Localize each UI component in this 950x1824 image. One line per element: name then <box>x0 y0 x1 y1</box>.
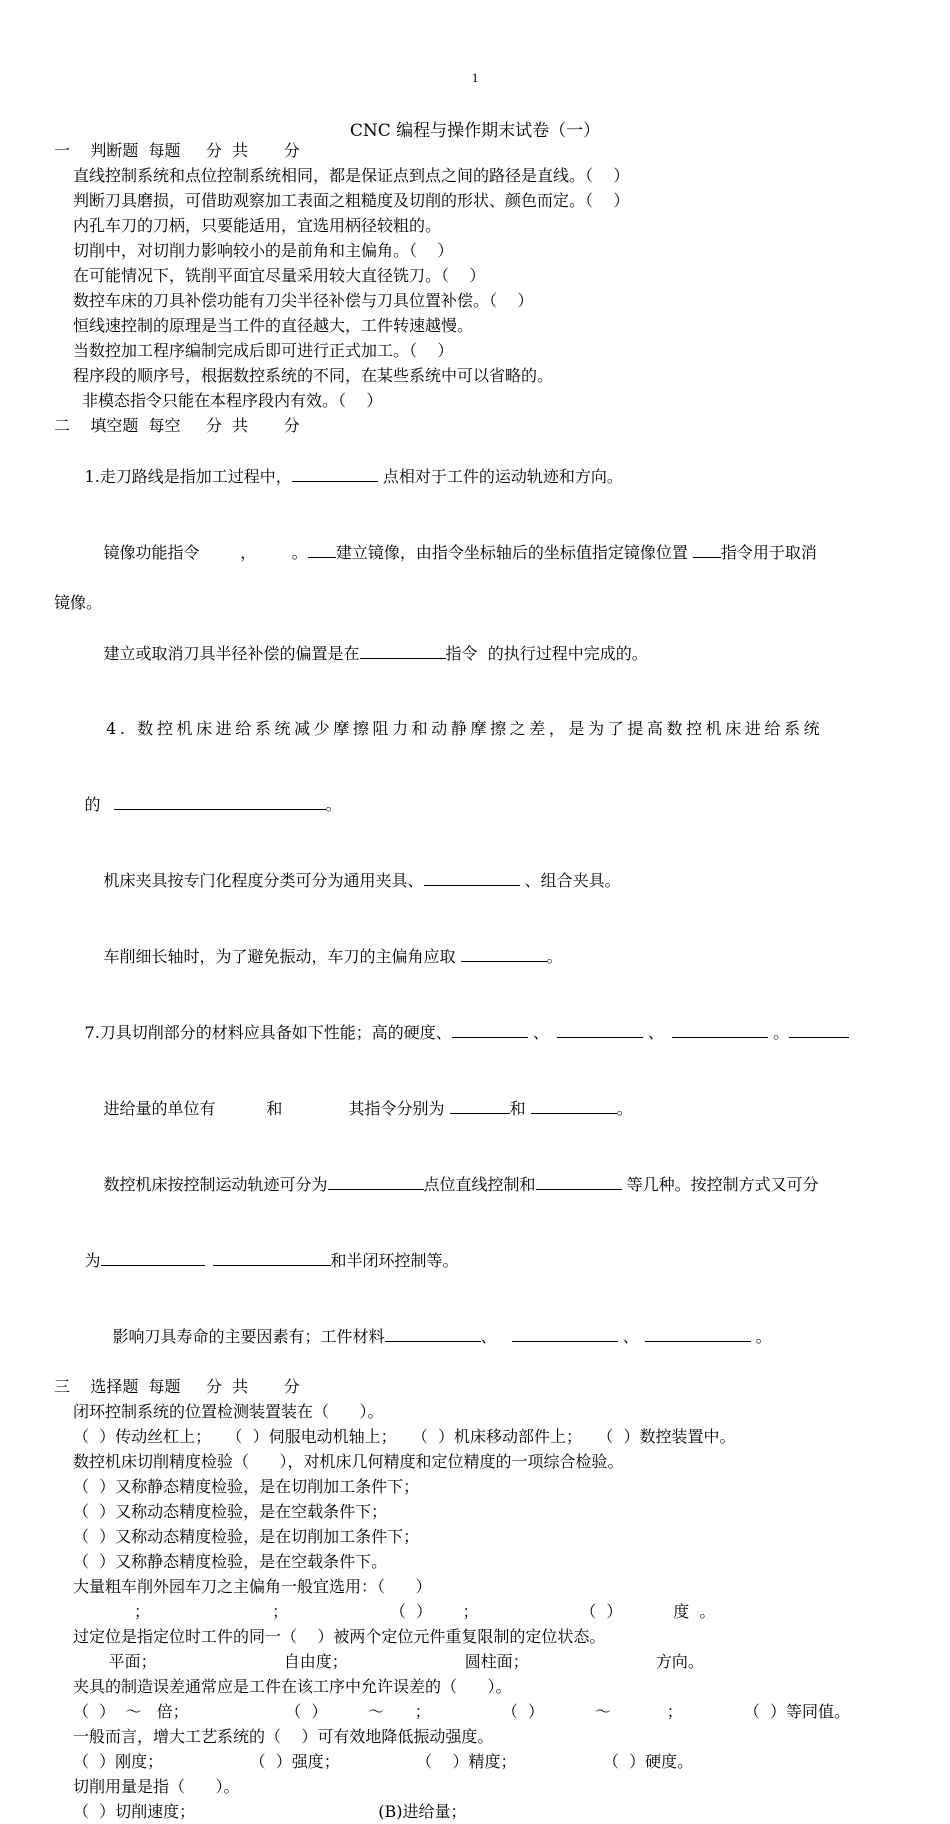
fill-question-2: 镜像功能指令 ， 。 建立镜像，由指令坐标轴后的坐标值指定镜像位置 指令用于取消 <box>54 514 900 590</box>
choice-options: 平面； 自由度； 圆柱面； 方向。 <box>73 1652 704 1671</box>
fill-question-8: 进给量的单位有 和 其指令分别为 和 。 <box>54 1070 900 1146</box>
answer-blank[interactable] <box>328 1171 424 1190</box>
answer-blank[interactable] <box>101 1247 205 1266</box>
page-number: 1 <box>471 70 479 85</box>
fill-question-6: 车削细长轴时，为了避免振动，车刀的主偏角应取 。 <box>54 918 900 994</box>
answer-blank[interactable] <box>452 1019 528 1038</box>
answer-blank[interactable] <box>450 1095 510 1114</box>
answer-blank[interactable] <box>360 640 446 659</box>
choice-question: 闭环控制系统的位置检测装置装在（ ）。 <box>73 1402 384 1421</box>
answer-blank[interactable] <box>114 791 326 810</box>
choice-option: （ ）又称静态精度检验，是在切削加工条件下； <box>73 1477 420 1496</box>
choice-option: （ ）又称静态精度检验，是在空载条件下。 <box>73 1552 388 1571</box>
fill-question-10: 影响刀具寿命的主要因素有；工件材料 、 、 。 <box>54 1298 900 1374</box>
choice-options: （ ） ～ 倍； （ ） ～ ； （ ） ～ ； （ ）等同值。 <box>73 1702 850 1721</box>
answer-blank[interactable] <box>308 539 336 558</box>
fill-question-4: 4. 数控机床进给系统减少摩擦阻力和动静摩擦之差，是为了提高数控机床进给系统 <box>106 719 824 738</box>
fill-question-4-cont: 的 。 <box>54 766 900 842</box>
question-item: 直线控制系统和点位控制系统相同，都是保证点到点之间的路径是直线。（ ） <box>73 166 630 185</box>
fill-question-7: 7.刀具切削部分的材料应具备如下性能；高的硬度、 、 、 。 <box>54 994 900 1070</box>
fill-question-9-cont: 为 和半闭环控制等。 <box>54 1222 900 1298</box>
fill-question-1: 1.走刀路线是指加工过程中， 点相对于工件的运动轨迹和方向。 <box>54 438 900 514</box>
choice-options: （ ）传动丝杠上； （ ）伺服电动机轴上； （ ）机床移动部件上； （ ）数控装置中。 <box>73 1427 736 1446</box>
answer-blank[interactable] <box>693 539 721 558</box>
question-item: 数控车床的刀具补偿功能有刀尖半径补偿与刀具位置补偿。（ ） <box>73 291 534 310</box>
choice-option: （ ）又称动态精度检验，是在切削加工条件下； <box>73 1527 420 1546</box>
question-item: 恒线速控制的原理是当工件的直径越大，工件转速越慢。 <box>73 316 474 335</box>
choice-question: 一般而言，增大工艺系统的（ ）可有效地降低振动强度。 <box>73 1727 494 1746</box>
section-heading-true-false: 一 判断题 每题 分 共 分 <box>54 141 300 160</box>
answer-blank[interactable] <box>536 1171 622 1190</box>
fill-question-9: 数控机床按控制运动轨迹可分为 点位直线控制和 等几种。按控制方式又可分 <box>54 1146 900 1222</box>
question-item: 判断刀具磨损，可借助观察加工表面之粗糙度及切削的形状、颜色而定。（ ） <box>73 191 630 210</box>
section-heading-fill-blank: 二 填空题 每空 分 共 分 <box>54 416 300 435</box>
question-item: 内孔车刀的刀柄，只要能适用，宜选用柄径较粗的。 <box>73 216 442 235</box>
answer-blank[interactable] <box>531 1095 617 1114</box>
question-item: 切削中，对切削力影响较小的是前角和主偏角。（ ） <box>73 241 454 260</box>
choice-options: （ ）刚度； （ ）强度； （ ）精度； （ ）硬度。 <box>73 1752 694 1771</box>
answer-blank[interactable] <box>512 1323 618 1342</box>
answer-blank[interactable] <box>645 1323 751 1342</box>
exam-content <box>54 138 900 1824</box>
exam-title: CNC 编程与操作期末试卷（一） <box>349 121 601 141</box>
choice-question: 数控机床切削精度检验（ ），对机床几何精度和定位精度的一项综合检验。 <box>73 1452 624 1471</box>
choice-option: （ ）又称动态精度检验，是在空载条件下； <box>73 1502 388 1521</box>
answer-blank[interactable] <box>789 1019 849 1038</box>
choice-question: 切削用量是指（ ）。 <box>73 1777 240 1796</box>
answer-blank[interactable] <box>672 1019 768 1038</box>
section-heading-multiple-choice: 三 选择题 每题 分 共 分 <box>54 1377 300 1396</box>
fill-question-2-cont: 镜像。 <box>54 593 103 612</box>
question-item: 程序段的顺序号，根据数控系统的不同，在某些系统中可以省略的。 <box>73 366 554 385</box>
choice-question: 大量粗车削外园车刀之主偏角一般宜选用：（ ） <box>73 1577 432 1596</box>
fill-question-3: 建立或取消刀具半径补偿的偏置是在 指令 的执行过程中完成的。 <box>54 615 900 691</box>
choice-options: ； ； （ ） ； （ ） 度 。 <box>73 1602 716 1621</box>
answer-blank[interactable] <box>213 1247 331 1266</box>
answer-blank[interactable] <box>557 1019 643 1038</box>
choice-options: （ ）切削速度； (B)进给量； <box>73 1802 467 1821</box>
answer-blank[interactable] <box>385 1323 481 1342</box>
question-item: 非模态指令只能在本程序段内有效。（ ） <box>82 391 383 410</box>
question-item: 在可能情况下，铣削平面宜尽量采用较大直径铣刀。（ ） <box>73 266 486 285</box>
answer-blank[interactable] <box>424 867 520 886</box>
choice-question: 夹具的制造误差通常应是工件在该工序中允许误差的（ ）。 <box>73 1677 512 1696</box>
answer-blank[interactable] <box>292 463 378 482</box>
answer-blank[interactable] <box>461 943 547 962</box>
fill-question-5: 机床夹具按专门化程度分类可分为通用夹具、 、组合夹具。 <box>54 842 900 918</box>
choice-question: 过定位是指定位时工件的同一（ ）被两个定位元件重复限制的定位状态。 <box>73 1627 606 1646</box>
question-item: 当数控加工程序编制完成后即可进行正式加工。（ ） <box>73 341 454 360</box>
